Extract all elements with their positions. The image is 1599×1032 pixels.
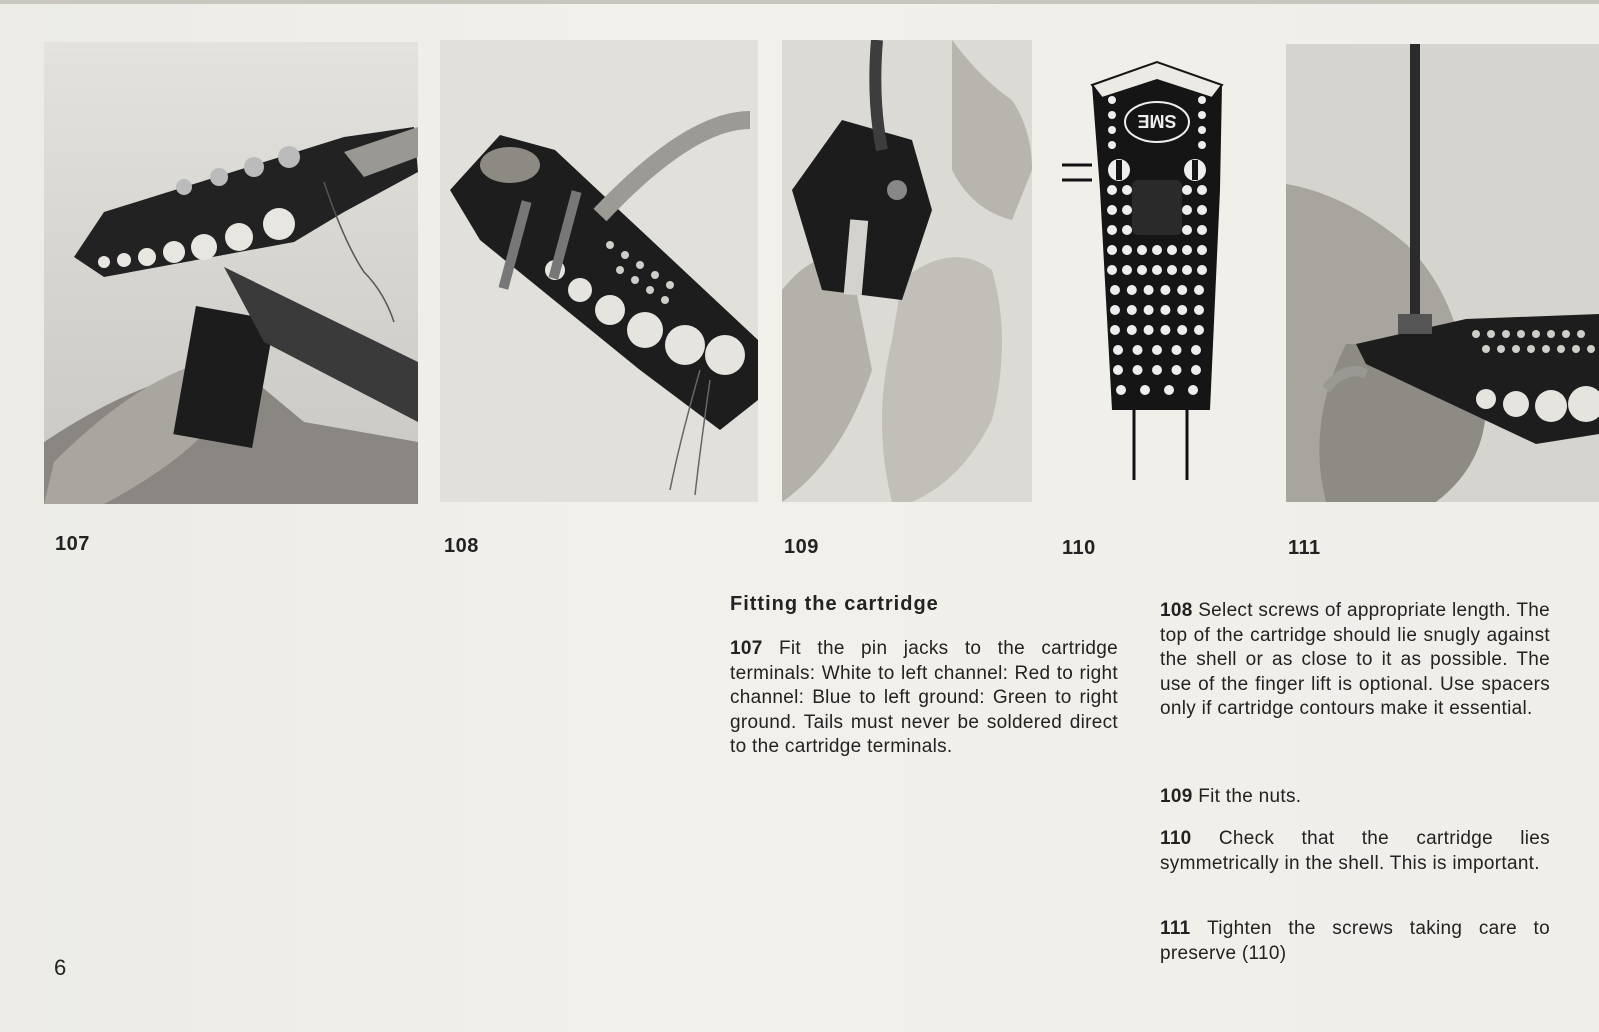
paragraph-107-number: 107 (730, 638, 779, 659)
paragraph-110-text: Check that the cartridge lies symmetrically in the shell. This is important. (1160, 828, 1550, 874)
page-top-edge (0, 0, 1599, 4)
paragraph-111-text: Tighten the screws taking care to preserve (110) (1160, 918, 1550, 964)
paragraph-109-number: 109 (1160, 786, 1199, 807)
sme-logo-text: SME (1137, 111, 1177, 131)
paragraph-110-number: 110 (1160, 828, 1219, 849)
illustration-110 (1052, 40, 1252, 510)
photo-111 (1286, 44, 1599, 502)
photo-108 (440, 40, 758, 502)
page-number: 6 (54, 955, 67, 980)
paragraph-108-number: 108 (1160, 600, 1199, 621)
figure-number-108: 108 (444, 535, 479, 557)
figure-number-107: 107 (55, 533, 90, 555)
photo-109 (782, 40, 1032, 502)
paragraph-111-number: 111 (1160, 918, 1208, 939)
paragraph-107 (730, 637, 1118, 760)
photo-107 (44, 42, 418, 504)
paragraph-108 (1160, 599, 1550, 722)
section-heading: Fitting the cartridge (730, 593, 939, 615)
paragraph-109-text: Fit the nuts. (1198, 786, 1302, 807)
paragraph-109 (1160, 785, 1550, 810)
paragraph-107-text: Fit the pin jacks to the cartridge terminals: White to left channel: Red to right channel: Blue to left ground: Green to right ground. Tails must never be soldered direct to the cartridge terminals. (730, 638, 1118, 757)
paragraph-111 (1160, 917, 1550, 966)
figure-number-111: 111 (1288, 537, 1321, 559)
paragraph-108-text: Select screws of appropriate length. The top of the cartridge should lie snugly against the shell or as close to it as possible. The use of the finger lift is optional. Use spacers only if cartridge contours make it essential. (1160, 600, 1550, 719)
paragraph-110 (1160, 827, 1550, 876)
figure-number-109: 109 (784, 536, 819, 558)
figure-number-110: 110 (1062, 537, 1096, 559)
